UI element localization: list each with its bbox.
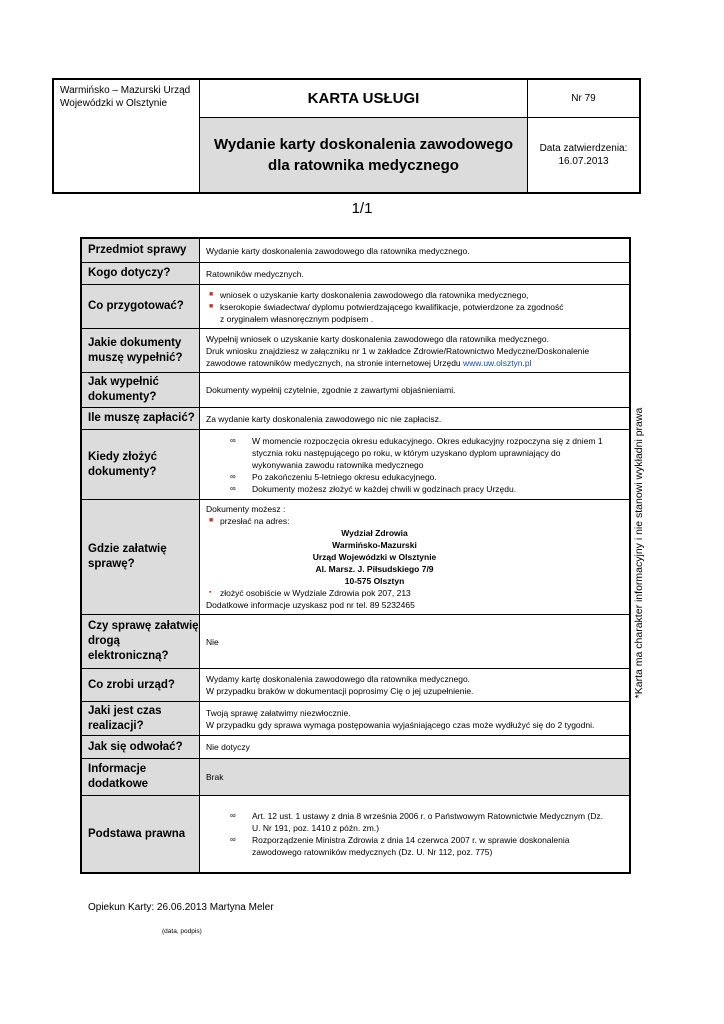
service-table — [80, 237, 631, 874]
website-link[interactable]: www.uw.olsztyn.pl — [463, 357, 532, 368]
service-title: Wydanie karty doskonalenia zawodowego dla ratownika medycznego — [200, 118, 528, 192]
side-note — [631, 392, 647, 714]
row-electronic — [82, 615, 629, 669]
row-value — [200, 329, 629, 372]
list-item: ∞ Rozporządzenie Ministra Zdrowia z dnia 14 czerwca 2007 r. w sprawie doskonalenia — [230, 835, 570, 845]
row-label: Co przygotować? — [82, 285, 200, 328]
infinity-bullet-icon: ∞ — [230, 471, 236, 481]
list-item: ∞ W momencie rozpoczęcia okresu edukacyjnego. Okres edukacyjny rozpoczyna się z dniem 1 — [230, 435, 603, 446]
row-label: Informacje dodatkowe — [82, 759, 200, 795]
row-label: Ile muszę zapłacić? — [82, 408, 200, 429]
card-number: Nr 79 — [528, 80, 639, 118]
row-value — [200, 500, 629, 614]
row-value — [200, 796, 629, 872]
list-item-continuation: zawodowego ratowników medycznych (Dz. U. Nr 112, poz. 775) — [252, 847, 493, 857]
row-label: Kogo dotyczy? — [82, 263, 200, 284]
red-square-bullet-icon: ■ — [209, 302, 214, 310]
row-label: Gdzie załatwię sprawę? — [82, 500, 200, 614]
address-line: Urząd Wojewódzki w Olsztynie — [312, 552, 437, 562]
infinity-bullet-icon: ∞ — [230, 435, 236, 445]
header-box — [52, 78, 641, 194]
row-value: Brak — [200, 759, 629, 795]
row-value — [200, 285, 629, 328]
list-item: ■ przesłać na adres: — [209, 516, 290, 526]
row-value: Za wydanie karty doskonalenia zawodowego nic nie zapłacisz. — [206, 413, 442, 424]
row-office-action — [82, 669, 629, 702]
page-number: 1/1 — [351, 200, 373, 217]
infinity-bullet-icon: ∞ — [230, 811, 236, 820]
row-concerns — [82, 263, 629, 285]
address-line: Al. Marsz. J. Piłsudskiego 7/9 — [315, 564, 434, 574]
red-square-bullet-icon: ■ — [209, 517, 214, 524]
row-extra-info — [82, 759, 629, 796]
list-item: ■ kserokopie świadectwa/ dyplomu potwierdzającego kwalifikacje, potwierdzone za zgodność — [209, 301, 564, 312]
doc-text-3: zawodowe ratowników medycznych, na stronie internetowej Urzędu www.uw.olsztyn.pl — [206, 357, 532, 368]
card-title: KARTA USŁUGI — [200, 80, 528, 118]
row-label: Przedmiot sprawy — [82, 239, 200, 262]
row-label: Jak się odwołać? — [82, 736, 200, 758]
row-value — [200, 702, 629, 735]
office-line-1: Warmińsko – Mazurski Urząd — [60, 85, 191, 96]
row-label: Podstawa prawna — [82, 796, 200, 872]
infinity-bullet-icon: ∞ — [230, 483, 236, 493]
office-action-text-1: Wydamy kartę doskonalenia zawodowego dla ratownika medycznego. — [206, 674, 471, 684]
row-subject — [82, 239, 629, 263]
time-text-1: Twoją sprawę załatwimy niezwłocznie. — [206, 707, 351, 718]
row-time — [82, 702, 629, 736]
row-label: Co zrobi urząd? — [82, 669, 200, 701]
list-item: ■ wniosek o uzyskanie karty doskonalenia zawodowego dla ratownika medycznego, — [209, 289, 529, 300]
where-intro: Dokumenty możesz : — [206, 504, 286, 514]
approval-label: Data zatwierdzenia: — [539, 143, 628, 154]
footer-caretaker: Opiekun Karty: 26.06.2013 Martyna Meler — [88, 902, 274, 913]
row-label: Kiedy złożyć dokumenty? — [82, 430, 200, 499]
address-line: 10-575 Olsztyn — [344, 576, 405, 586]
row-value: Wydanie karty doskonalenia zawodowego dla ratownika medycznego. — [206, 245, 470, 256]
side-note-text: *Karta ma charakter informacyjny i nie stanowi wykładni prawa — [633, 407, 645, 699]
office-action-text-2: W przypadku braków w dokumentacji poprosimy Cię o jej uzupełnienie. — [206, 686, 474, 696]
approval-date: 16.07.2013 — [558, 156, 609, 167]
row-label: Jaki jest czas realizacji? — [82, 702, 200, 735]
address-line: Wydział Zdrowia — [341, 528, 408, 538]
row-fee — [82, 408, 629, 430]
office-cell — [54, 80, 200, 192]
list-item-continuation: z oryginałem własnoręcznym podpisem . — [220, 313, 374, 324]
footer-hint: (data, podpis) — [162, 928, 202, 935]
row-label: Czy sprawę załatwię drogą elektroniczną? — [82, 615, 200, 668]
list-item-continuation: U. Nr 191, poz. 1410 z późn. zm.) — [252, 823, 380, 833]
row-value: Ratowników medycznych. — [206, 268, 304, 279]
row-documents — [82, 329, 629, 373]
row-value: Nie dotyczy — [206, 742, 250, 752]
row-value: Dokumenty wypełnij czytelnie, zgodnie z zawartymi objaśnieniami. — [206, 385, 456, 395]
list-item: ∞ Po zakończeniu 5-letniego okresu edukacyjnego. — [230, 471, 437, 482]
time-text-2: W przypadku gdy sprawa wymaga postępowania wyjaśniającego czas może wydłużyć się do 2 tygodni. — [206, 719, 595, 730]
row-value — [200, 430, 629, 499]
list-item: ∞ Art. 12 ust. 1 ustawy z dnia 8 września 2006 r. o Państwowym Ratownictwie Medycznym (Dz. — [230, 811, 603, 821]
doc-text-2: Druk wniosku znajdziesz w załączniku nr 1 w zakładce Zdrowie/Ratownictwo Medyczne/Doskonalenie — [206, 345, 590, 356]
red-square-bullet-icon: ▪ — [209, 589, 212, 596]
row-label: Jakie dokumenty muszę wypełnić? — [82, 329, 200, 372]
row-prepare — [82, 285, 629, 329]
row-how-fill — [82, 373, 629, 408]
infinity-bullet-icon: ∞ — [230, 835, 236, 844]
list-item: ▪ złożyć osobiście w Wydziale Zdrowia pok 207, 213 — [209, 588, 411, 598]
row-when — [82, 430, 629, 500]
approval-cell — [528, 118, 639, 192]
row-legal-basis — [82, 796, 629, 872]
office-line-2: Wojewódzki w Olsztynie — [60, 98, 168, 109]
list-item: ∞ Dokumenty możesz złożyć w każdej chwili w godzinach pracy Urzędu. — [230, 483, 517, 494]
address-line: Warmińsko-Mazurski — [332, 540, 417, 550]
row-value: Nie — [206, 636, 219, 647]
red-square-bullet-icon: ■ — [209, 290, 214, 298]
row-appeal — [82, 736, 629, 759]
doc-text-1: Wypełnij wniosek o uzyskanie karty doskonalenia zawodowego dla ratownika medycznego. — [206, 333, 549, 344]
list-item-continuation: stycznia roku następującego po roku, w którym uzyskano dyplom uprawniający do — [252, 447, 561, 458]
row-value — [200, 669, 629, 701]
list-item-continuation: wykonywania zawodu ratownika medycznego — [252, 459, 424, 470]
where-extra-info: Dodatkowe informacje uzyskasz pod nr tel. 89 5232465 — [206, 600, 415, 610]
row-where — [82, 500, 629, 615]
row-label: Jak wypełnić dokumenty? — [82, 373, 200, 407]
